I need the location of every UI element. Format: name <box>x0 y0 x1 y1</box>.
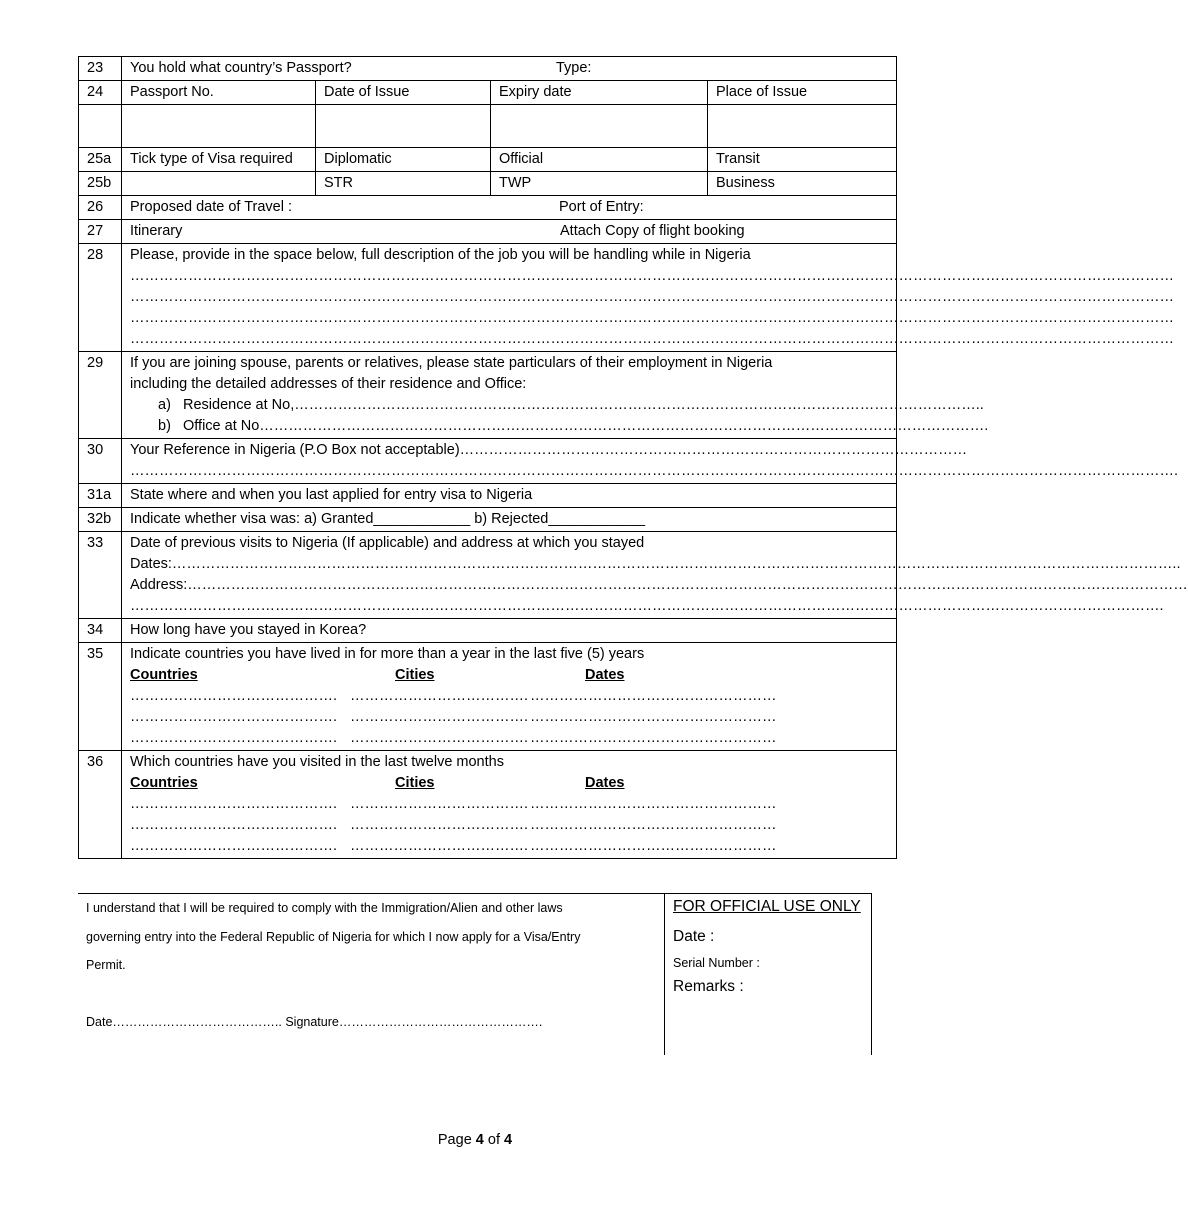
row-number: 24 <box>79 81 122 105</box>
row-number: 31a <box>79 484 122 508</box>
entry-line[interactable]: ……………………………………. ………………………………. …………………………………………… <box>130 838 777 854</box>
relatives-label-line1: If you are joining spouse, parents or relatives, please state particulars of their employment in Nigeria <box>130 355 773 371</box>
relatives-cell[interactable] <box>122 352 989 439</box>
row-number: 35 <box>79 643 122 751</box>
visa-form-table <box>78 56 1188 859</box>
reference-cell[interactable] <box>122 439 1179 484</box>
declaration-box <box>78 893 664 1055</box>
job-description-label: Please, provide in the space below, full description of the job you will be handling while in Nigeria <box>130 247 751 263</box>
serial-number-label: Serial Number : <box>673 956 760 970</box>
place-of-issue-field[interactable] <box>708 105 897 148</box>
office-line[interactable]: b) Office at No……………………………………………………………………………………………………………………………………. <box>158 418 989 434</box>
visa-outcome-label[interactable]: Indicate whether visa was: a) Granted____________ b) Rejected____________ <box>122 508 897 532</box>
column-headers <box>130 665 888 686</box>
dotted-line[interactable]: ……………………………………………………………………………………………………………………………………………………………………………………………… <box>130 310 1174 326</box>
entry-line[interactable]: ……………………………………. ………………………………. …………………………………………… <box>130 730 777 746</box>
passport-no-header: Passport No. <box>122 81 316 105</box>
passport-type-label: Type: <box>556 60 592 76</box>
passport-country-label: You hold what country’s Passport? <box>130 60 352 76</box>
list-marker: b) <box>158 418 171 434</box>
date-of-issue-field[interactable] <box>316 105 491 148</box>
countries-lived-label: Indicate countries you have lived in for more than a year in the last five (5) years <box>130 646 645 662</box>
row-number: 28 <box>79 244 122 352</box>
reference-label: Your Reference in Nigeria (P.O Box not acceptable) <box>130 442 460 458</box>
dates-line[interactable]: Dates:……………………………………………………………………………………………………………………………………………………………………………………….. <box>130 556 1181 572</box>
current-page: 4 <box>475 1132 484 1148</box>
address-line[interactable]: Address:……………………………………………………………………………………………………………………………………………………………………………………… <box>130 577 1188 593</box>
reference-line[interactable]: Your Reference in Nigeria (P.O Box not acceptable)…………………………………………………………………………………………… <box>130 442 968 458</box>
declaration-section <box>78 893 872 1055</box>
countries-visited-label: Which countries have you visited in the last twelve months <box>130 754 504 770</box>
entry-line[interactable]: ……………………………………. ………………………………. …………………………………………… <box>130 796 777 812</box>
row-33 <box>79 532 897 619</box>
travel-date-cell[interactable] <box>122 196 897 220</box>
countries-header: Countries <box>130 775 198 791</box>
row-number: 25b <box>79 172 122 196</box>
countries-header: Countries <box>130 667 198 683</box>
row-31a <box>79 484 897 508</box>
dotted-line[interactable]: ……………………………………………………………………………………………………………………………………………………………………………………………… <box>130 268 1174 284</box>
row-26 <box>79 196 897 220</box>
row-number: 23 <box>79 57 122 81</box>
row-number: 27 <box>79 220 122 244</box>
residence-label: Residence at No, <box>183 397 295 413</box>
row-number: 34 <box>79 619 122 643</box>
row-number: 36 <box>79 751 122 859</box>
row-number: 30 <box>79 439 122 484</box>
date-signature-line[interactable]: Date………………………………….. Signature…………………………………………. <box>86 1014 543 1029</box>
signature-label: Signature <box>285 1014 339 1029</box>
total-pages: 4 <box>504 1132 513 1148</box>
row-35 <box>79 643 897 751</box>
declaration-text-line2: governing entry into the Federal Republic of Nigeria for which I now apply for a Visa/Entry <box>86 929 581 944</box>
row-34 <box>79 619 897 643</box>
row-30 <box>79 439 897 484</box>
address-label: Address: <box>130 577 188 593</box>
column-headers <box>130 773 888 794</box>
passport-country-cell[interactable] <box>122 57 897 81</box>
cities-header: Cities <box>395 775 435 791</box>
dotted-line[interactable]: ……………………………………………………………………………………………………………………………………………………………………………………………… <box>130 331 1174 347</box>
row-number: 32b <box>79 508 122 532</box>
row-number-blank <box>79 105 122 148</box>
previous-visits-label: Date of previous visits to Nigeria (If applicable) and address at which you stayed <box>130 535 645 551</box>
entry-line[interactable]: ……………………………………. ………………………………. …………………………………………… <box>130 817 777 833</box>
stay-korea-label[interactable]: How long have you stayed in Korea? <box>122 619 897 643</box>
row-number: 33 <box>79 532 122 619</box>
row-number: 26 <box>79 196 122 220</box>
official-use-title: FOR OFFICIAL USE ONLY <box>673 898 861 915</box>
row-25a <box>79 148 897 172</box>
countries-lived-cell[interactable] <box>122 643 897 751</box>
row-24 <box>79 81 897 105</box>
visa-option-diplomatic[interactable]: Diplomatic <box>316 148 491 172</box>
declaration-text-line1: I understand that I will be required to comply with the Immigration/Alien and other laws <box>86 901 563 915</box>
row-23 <box>79 57 897 81</box>
row-28 <box>79 244 897 352</box>
cities-header: Cities <box>395 667 435 683</box>
remarks-label: Remarks : <box>673 978 744 995</box>
passport-no-field[interactable] <box>122 105 316 148</box>
port-of-entry-label: Port of Entry: <box>559 199 644 215</box>
flight-booking-label: Attach Copy of flight booking <box>560 223 745 239</box>
dotted-line[interactable]: ……………………………………………………………………………………………………………………………………………………………………………………………… <box>130 289 1174 305</box>
visa-option-business[interactable]: Business <box>708 172 897 196</box>
dates-label: Dates: <box>130 556 172 572</box>
official-use-box <box>664 893 872 1055</box>
residence-line[interactable]: a) Residence at No,…………………………………………………………………………………………………………………………….. <box>158 397 984 413</box>
row-29 <box>79 352 897 439</box>
countries-visited-cell[interactable] <box>122 751 897 859</box>
itinerary-cell[interactable] <box>122 220 897 244</box>
itinerary-label: Itinerary <box>130 223 183 239</box>
dotted-line[interactable]: ……………………………………………………………………………………………………………………………………………………………………………………………. <box>130 598 1164 614</box>
relatives-label-line2: including the detailed addresses of their residence and Office: <box>130 376 527 392</box>
entry-line[interactable]: ……………………………………. ………………………………. …………………………………………… <box>130 688 777 704</box>
travel-date-label: Proposed date of Travel : <box>130 199 293 215</box>
visa-type-label: Tick type of Visa required <box>122 148 316 172</box>
dates-header: Dates <box>585 667 625 683</box>
row-24-inputs <box>79 105 897 148</box>
visa-option-str[interactable]: STR <box>316 172 491 196</box>
expiry-date-field[interactable] <box>491 105 708 148</box>
row-36 <box>79 751 897 859</box>
official-date-label: Date : <box>673 928 715 945</box>
row-27 <box>79 220 897 244</box>
declaration-text-line3: Permit. <box>86 958 126 972</box>
visa-option-official[interactable]: Official <box>491 148 708 172</box>
last-applied-label[interactable]: State where and when you last applied for entry visa to Nigeria <box>122 484 897 508</box>
dotted-line[interactable]: ………………………………………………………………………………………………………………………………………………………………………………………………. <box>130 463 1179 479</box>
date-label: Date <box>86 1014 113 1029</box>
place-of-issue-header: Place of Issue <box>708 81 897 105</box>
page-prefix: Page <box>437 1132 476 1148</box>
page-of: of <box>483 1132 505 1148</box>
row-32b <box>79 508 897 532</box>
visa-option-twp[interactable]: TWP <box>491 172 708 196</box>
row-number: 29 <box>79 352 122 439</box>
office-label: Office at No <box>183 418 260 434</box>
expiry-date-header: Expiry date <box>491 81 708 105</box>
list-marker: a) <box>158 397 171 413</box>
dates-header: Dates <box>585 775 625 791</box>
previous-visits-cell[interactable] <box>122 532 1188 619</box>
row-25b <box>79 172 897 196</box>
visa-option-transit[interactable]: Transit <box>708 148 897 172</box>
page-number <box>0 1132 950 1148</box>
date-of-issue-header: Date of Issue <box>316 81 491 105</box>
row-number: 25a <box>79 148 122 172</box>
entry-line[interactable]: ……………………………………. ………………………………. …………………………………………… <box>130 709 777 725</box>
visa-type-blank <box>122 172 316 196</box>
job-description-cell[interactable] <box>122 244 1174 352</box>
